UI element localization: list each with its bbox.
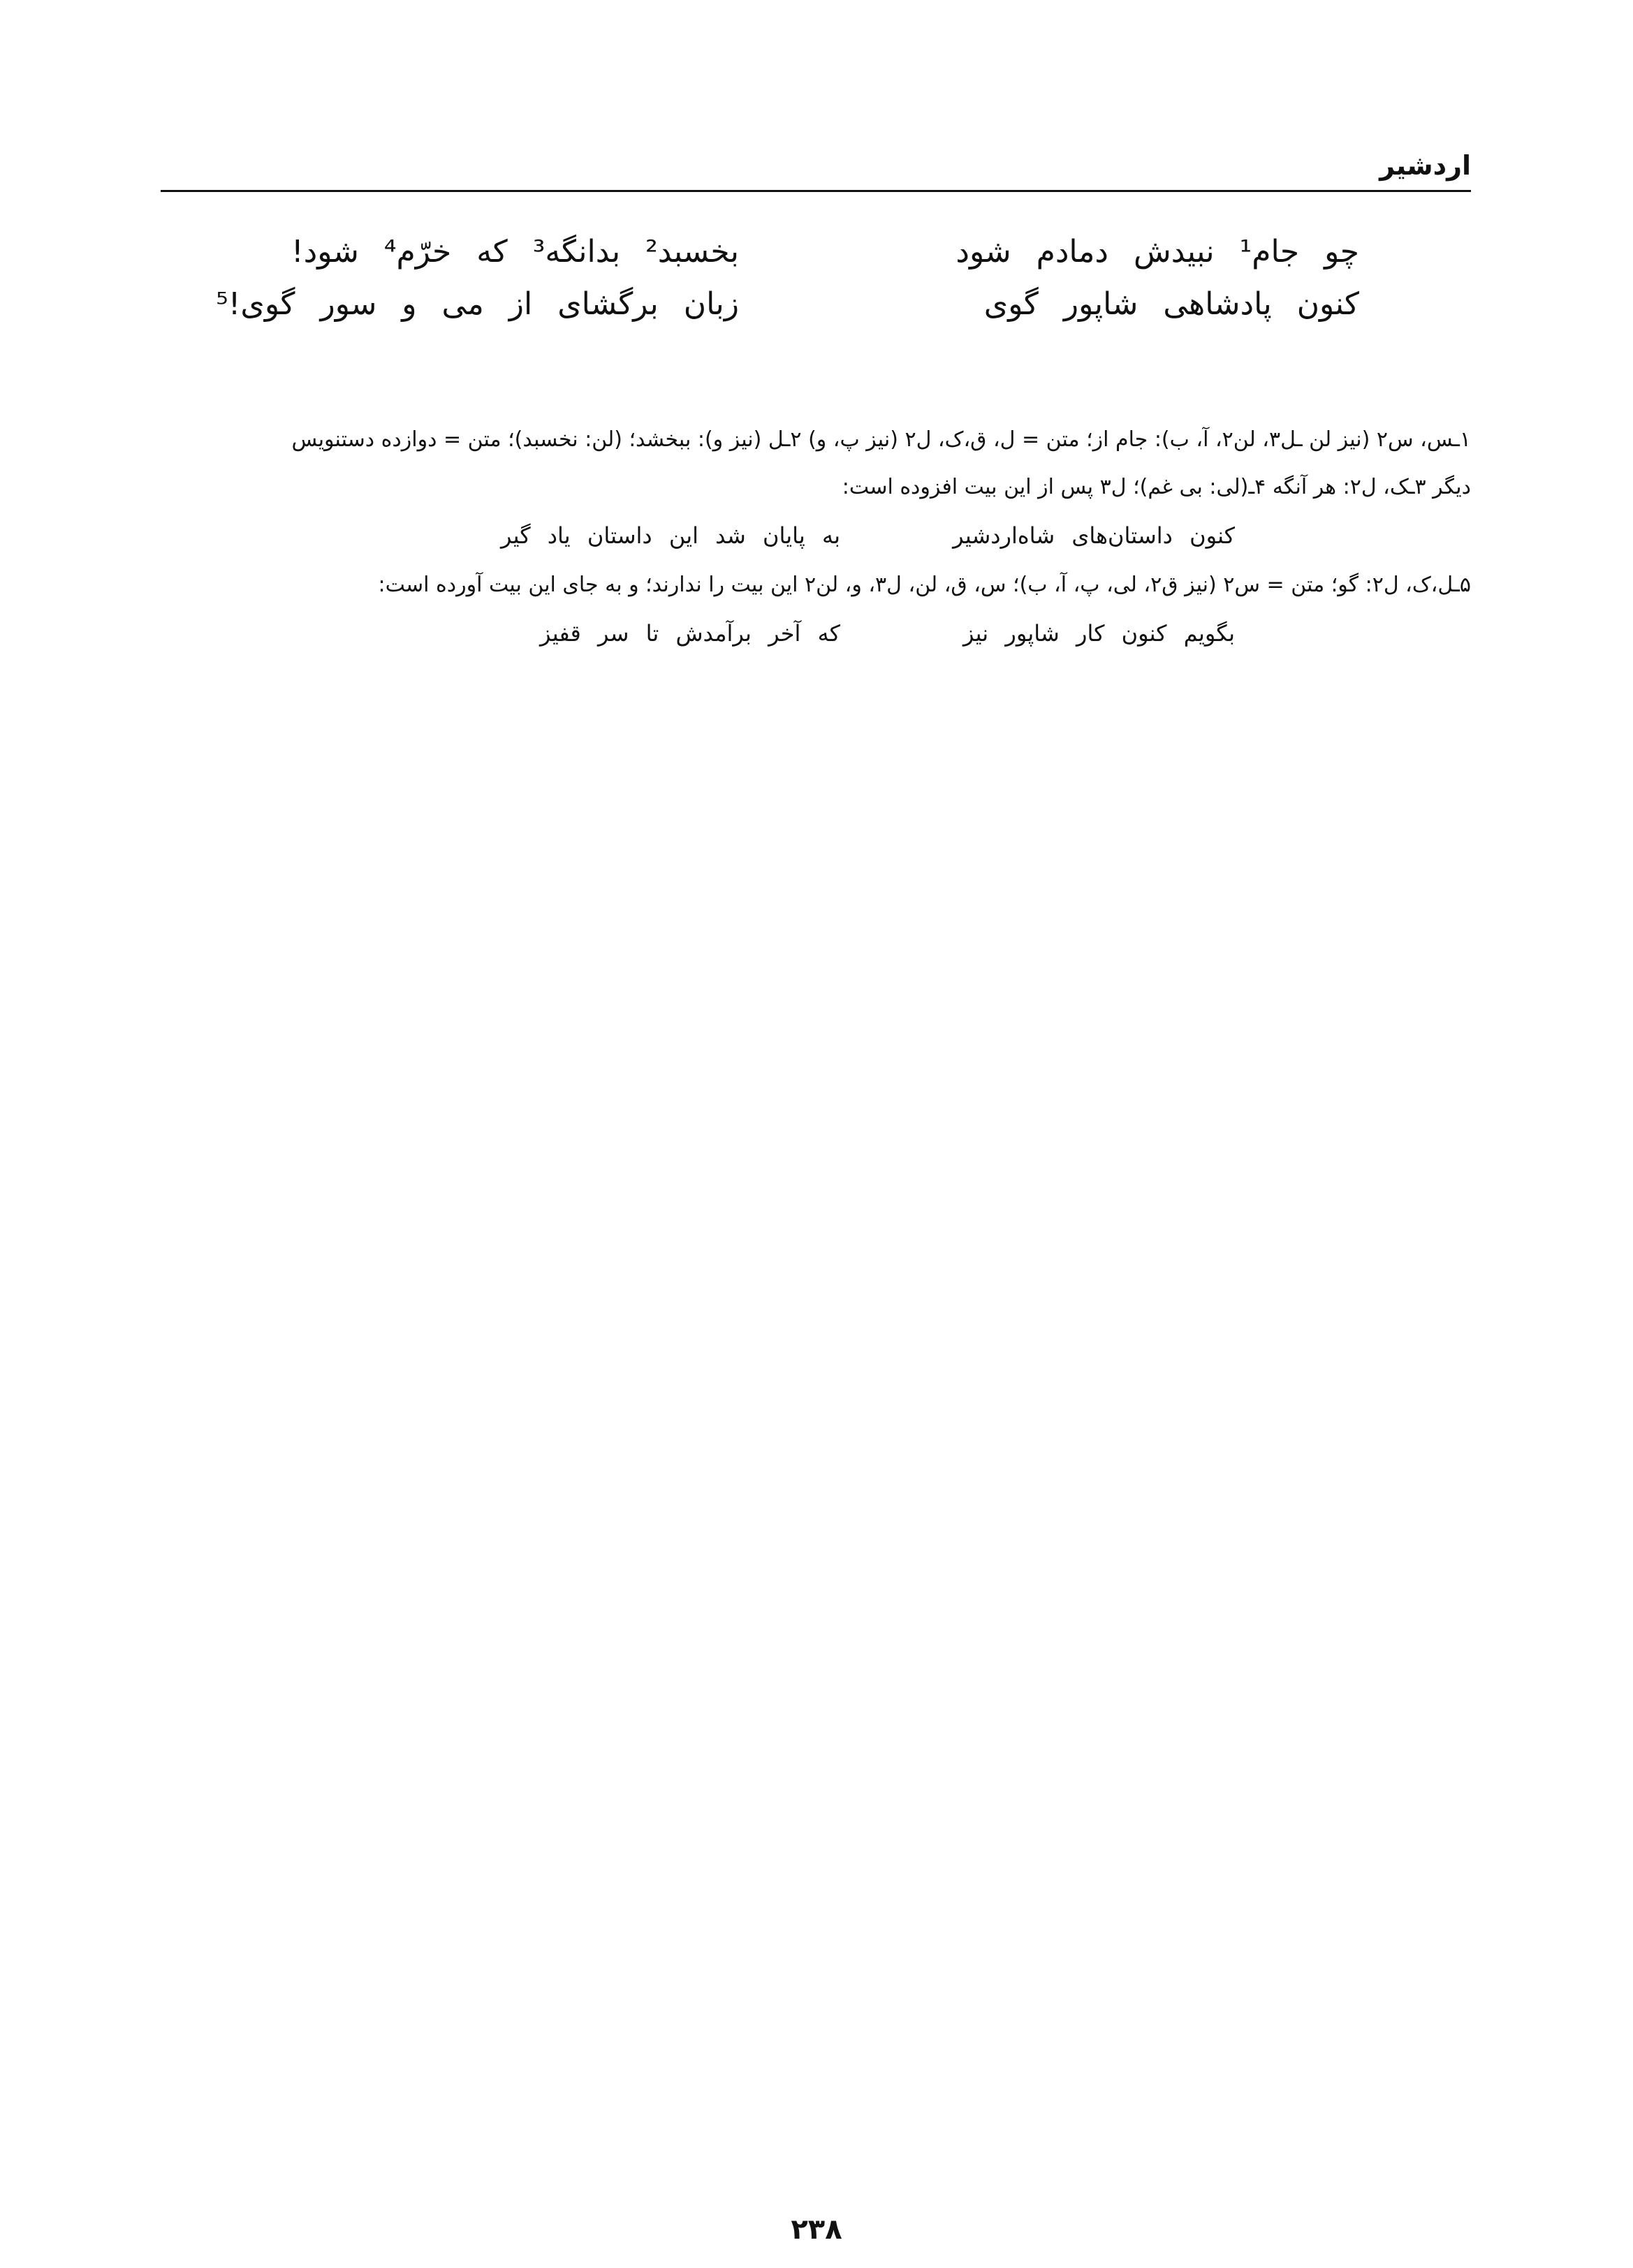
- footnote-verse-2-right: بگویم کنون کار شاپور نیز: [962, 620, 1235, 647]
- footnote-line-1: ۱ـس، س۲ (نیز لن ـل۳، لن۲، آ، ب): جام از؛ متن = ل، ق،ک، ل۲ (نیز پ، و) ۲ـل (نیز و): ببخشد؛ (لن: نخسبد)؛ متن = دوازده دستنویس: [291, 427, 1471, 452]
- page-number: ۲۳۸: [791, 2214, 842, 2246]
- footnote-line-3: ۵ـل،ک، ل۲: گو؛ متن = س۲ (نیز ق۲، لی، پ، آ، ب)؛ س، ق، لن، ل۳، و، لن۲ این بیت را ندارند؛ و به جای این بیت آورده است:: [378, 573, 1471, 597]
- running-header-title: اردشیر: [1379, 150, 1471, 181]
- verse-2-right-hemistich: کنون پادشاهی شاپور گوی: [983, 286, 1359, 322]
- footnote-line-2: دیگر ۳ـک، ل۲: هر آنگه ۴ـ(لی: بی غم)؛ ل۳ پس از این بیت افزوده است:: [842, 475, 1471, 499]
- footnote-verse-2-left: که آخر برآمدش تا سر قفیز: [540, 620, 840, 647]
- verse-2-left-hemistich: زبان برگشای از می و سور گوی!⁵: [216, 286, 739, 322]
- header-rule: [161, 190, 1471, 192]
- footnote-verse-1-right: کنون داستان‌های شاه‌اردشیر: [953, 522, 1235, 549]
- verse-1-right-hemistich: چو جام¹ نبیدش دمادم شود: [955, 234, 1359, 270]
- footnote-verse-1-left: به پایان شد این داستان یاد گیر: [501, 522, 840, 549]
- verse-1-left-hemistich: بخسبد² بدانگه³ که خرّم⁴ شود!: [291, 234, 739, 270]
